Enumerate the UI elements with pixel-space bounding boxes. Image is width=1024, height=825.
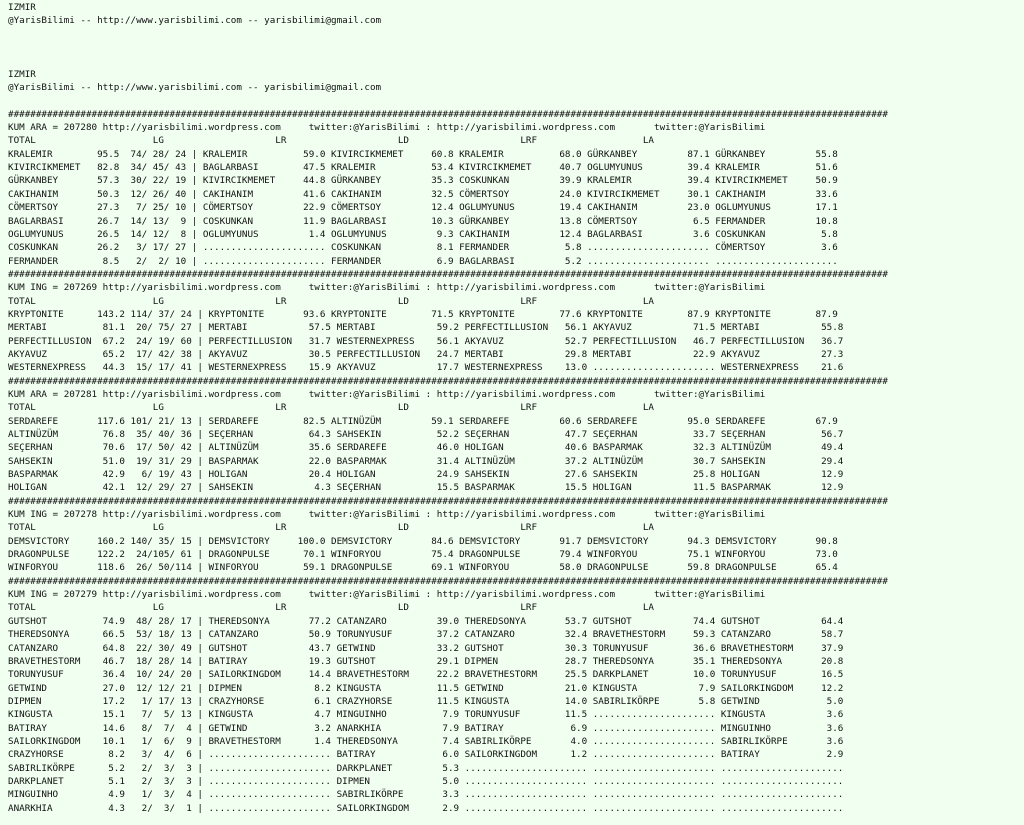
document-line: DEMSVICTORY 160.2 140/ 35/ 15 | DEMSVICTORY 100.0 DEMSVICTORY 84.6 DEMSVICTORY 91.7 DEMSVICTORY 94.3 DEMSVICTORY 90.8 bbox=[8, 535, 838, 547]
document-line: @YarisBilimi -- http://www.yarisbilimi.com -- yarisbilimi@gmail.com bbox=[8, 15, 382, 27]
document-line: KIVIRCIKMEMET 82.8 34/ 45/ 43 | BAGLARBASI 47.5 KRALEMIR 53.4 KIVIRCIKMEMET 40.7 OGLUMYUNUS 39.4 KRALEMIR 51.6 bbox=[8, 162, 838, 174]
document-line: TOTAL LG LR LD LRF LA bbox=[8, 522, 655, 534]
document-line bbox=[8, 94, 888, 107]
document-line: WINFORYOU 118.6 26/ 50/114 | WINFORYOU 59.1 DRAGONPULSE 69.1 WINFORYOU 58.0 DRAGONPULSE 59.8 DRAGONPULSE 65.4 bbox=[8, 562, 838, 574]
document-line: PERFECTILLUSION 67.2 24/ 19/ 60 | PERFECTILLUSION 31.7 WESTERNEXPRESS 56.1 AKYAVUZ 52.7 PERFECTILLUSION 46.7 PERFECTILLUSION 36.7 bbox=[8, 335, 844, 347]
document-line: BAGLARBASI 26.7 14/ 13/ 9 | COSKUNKAN 11.9 BAGLARBASI 10.3 GÜRKANBEY 13.8 CÖMERTSOY 6.5 FERMANDER 10.8 bbox=[8, 215, 838, 227]
document-line: BATIRAY 14.6 8/ 7/ 4 | GETWIND 3.2 ANARKHIA 7.9 BATIRAY 6.9 ...................... MINGUINHO 3.6 bbox=[8, 722, 844, 734]
document-line: SAILORKINGDOM 10.1 1/ 6/ 9 | BRAVETHESTORM 1.4 THEREDSONYA 7.4 SABIRLIKÖRPE 4.0 ...................... SABIRLIKÖRPE 3.6 bbox=[8, 735, 844, 747]
document-line: KUM ING = 207269 http://yarisbilimi.wordpress.com twitter:@YarisBilimi : http://yarisbilimi.wordpress.com twitter:@YarisBilimi bbox=[8, 282, 766, 294]
document-line: CÖMERTSOY 27.3 7/ 25/ 10 | CÖMERTSOY 22.9 CÖMERTSOY 12.4 OGLUMYUNUS 19.4 CAKIHANIM 23.0 OGLUMYUNUS 17.1 bbox=[8, 202, 838, 214]
document-line: SAHSEKIN 51.0 19/ 31/ 29 | BASPARMAK 22.0 BASPARMAK 31.4 ALTINÜZÜM 37.2 ALTINÜZÜM 30.7 SAHSEKIN 29.4 bbox=[8, 455, 844, 467]
document-line: GÜRKANBEY 57.3 30/ 22/ 19 | KIVIRCIKMEMET 44.8 GÜRKANBEY 35.3 COSKUNKAN 39.9 KRALEMIR 39.4 KIVIRCIKMEMET 50.9 bbox=[8, 175, 838, 187]
document-line: TOTAL LG LR LD LRF LA bbox=[8, 402, 655, 414]
document-line: SERDAREFE 117.6 101/ 21/ 13 | SERDAREFE 82.5 ALTINÜZÜM 59.1 SERDAREFE 60.6 SERDAREFE 95.0 SERDAREFE 67.9 bbox=[8, 415, 838, 427]
document-line: WESTERNEXPRESS 44.3 15/ 17/ 41 | WESTERNEXPRESS 15.9 AKYAVUZ 17.7 WESTERNEXPRESS 13.0 ...................... WESTERNEXPRESS 21.6 bbox=[8, 362, 844, 374]
document-line: @YarisBilimi -- http://www.yarisbilimi.com -- yarisbilimi@gmail.com bbox=[8, 82, 382, 94]
document-line: SABIRLIKÖRPE 5.2 2/ 3/ 3 | ...................... DARKPLANET 5.3 ...................... ...................... ...................... bbox=[8, 762, 844, 774]
document-line: DARKPLANET 5.1 2/ 3/ 3 | ...................... DIPMEN 5.0 ...................... ...................... ...................... bbox=[8, 775, 844, 787]
document-line: FERMANDER 8.5 2/ 2/ 10 | ...................... FERMANDER 6.9 BAGLARBASI 5.2 ...................... ...................... bbox=[8, 255, 838, 267]
document-line: THEREDSONYA 66.5 53/ 18/ 13 | CATANZARO 50.9 TORUNYUSUF 37.2 CATANZARO 32.4 BRAVETHESTORM 59.3 CATANZARO 58.7 bbox=[8, 629, 844, 641]
document-line: GETWIND 27.0 12/ 12/ 21 | DIPMEN 8.2 KINGUSTA 11.5 GETWIND 21.0 KINGUSTA 7.9 SAILORKINGDOM 12.2 bbox=[8, 682, 844, 694]
document-line: OGLUMYUNUS 26.5 14/ 12/ 8 | OGLUMYUNUS 1.4 OGLUMYUNUS 9.3 CAKIHANIM 12.4 BAGLARBASI 3.6 COSKUNKAN 5.8 bbox=[8, 228, 838, 240]
document-line: DRAGONPULSE 122.2 24/105/ 61 | DRAGONPULSE 70.1 WINFORYOU 75.4 DRAGONPULSE 79.4 WINFORYOU 75.1 WINFORYOU 73.0 bbox=[8, 549, 838, 561]
document-line: TOTAL LG LR LD LRF LA bbox=[8, 295, 655, 307]
document-line: MINGUINHO 4.9 1/ 3/ 4 | ...................... SABIRLIKÖRPE 3.3 ...................... ...................... ...................... bbox=[8, 789, 844, 801]
document-line: TORUNYUSUF 36.4 10/ 24/ 20 | SAILORKINGDOM 14.4 BRAVETHESTORM 22.2 BRAVETHESTORM 25.5 DARKPLANET 10.0 TORUNYUSUF 16.5 bbox=[8, 669, 844, 681]
document-line: COSKUNKAN 26.2 3/ 17/ 27 | ...................... COSKUNKAN 8.1 FERMANDER 5.8 ...................... CÖMERTSOY 3.6 bbox=[8, 242, 838, 254]
document-line: CAKIHANIM 50.3 12/ 26/ 40 | CAKIHANIM 41.6 CAKIHANIM 32.5 CÖMERTSOY 24.0 KIVIRCIKMEMET 30.1 CAKIHANIM 33.6 bbox=[8, 188, 838, 200]
document-line: IZMIR bbox=[8, 68, 36, 80]
results-document bbox=[8, 1, 888, 815]
document-line: TOTAL LG LR LD LRF LA bbox=[8, 602, 655, 614]
document-line: BRAVETHESTORM 46.7 18/ 28/ 14 | BATIRAY 19.3 GUTSHOT 29.1 DIPMEN 28.7 THEREDSONYA 35.1 THEREDSONYA 20.8 bbox=[8, 655, 844, 667]
document-line: KRYPTONITE 143.2 114/ 37/ 24 | KRYPTONITE 93.6 KRYPTONITE 71.5 KRYPTONITE 77.6 KRYPTONITE 87.9 KRYPTONITE 87.9 bbox=[8, 308, 838, 320]
document-line: KINGUSTA 15.1 7/ 5/ 13 | KINGUSTA 4.7 MINGUINHO 7.9 TORUNYUSUF 11.5 ...................... KINGUSTA 3.6 bbox=[8, 709, 844, 721]
document-line: ############################################################################################################################################################## bbox=[8, 268, 888, 280]
document-line: CRAZYHORSE 8.2 3/ 4/ 6 | ...................... BATIRAY 6.0 SAILORKINGDOM 1.2 ...................... BATIRAY 2.9 bbox=[8, 749, 844, 761]
document-line: KRALEMIR 95.5 74/ 28/ 24 | KRALEMIR 59.0 KIVIRCIKMEMET 60.8 KRALEMIR 68.0 GÜRKANBEY 87.1 GÜRKANBEY 55.8 bbox=[8, 148, 838, 160]
document-line bbox=[8, 54, 888, 67]
document-line: IZMIR bbox=[8, 2, 36, 13]
document-line: CATANZARO 64.8 22/ 30/ 49 | GUTSHOT 43.7 GETWIND 33.2 GUTSHOT 30.3 TORUNYUSUF 36.6 BRAVETHESTORM 37.9 bbox=[8, 642, 844, 654]
document-line: KUM ING = 207278 http://yarisbilimi.wordpress.com twitter:@YarisBilimi : http://yarisbilimi.wordpress.com twitter:@YarisBilimi bbox=[8, 509, 766, 521]
document-line: SEÇERHAN 70.6 17/ 50/ 42 | ALTINÜZÜM 35.6 SERDAREFE 46.0 HOLIGAN 40.6 BASPARMAK 32.3 ALTINÜZÜM 49.4 bbox=[8, 442, 844, 454]
document-line: BASPARMAK 42.9 6/ 19/ 43 | HOLIGAN 20.4 HOLIGAN 24.9 SAHSEKIN 27.6 SAHSEKIN 25.8 HOLIGAN 12.9 bbox=[8, 469, 844, 481]
document-line: AKYAVUZ 65.2 17/ 42/ 38 | AKYAVUZ 30.5 PERFECTILLUSION 24.7 MERTABI 29.8 MERTABI 22.9 AKYAVUZ 27.3 bbox=[8, 348, 844, 360]
document-line: ############################################################################################################################################################## bbox=[8, 108, 888, 120]
document-line: KUM ARA = 207280 http://yarisbilimi.wordpress.com twitter:@YarisBilimi : http://yarisbilimi.wordpress.com twitter:@YarisBilimi bbox=[8, 122, 766, 134]
document-line: KUM ING = 207279 http://yarisbilimi.wordpress.com twitter:@YarisBilimi : http://yarisbilimi.wordpress.com twitter:@YarisBilimi bbox=[8, 589, 766, 601]
document-line: TOTAL LG LR LD LRF LA bbox=[8, 135, 655, 147]
document-line: MERTABI 81.1 20/ 75/ 27 | MERTABI 57.5 MERTABI 59.2 PERFECTILLUSION 56.1 AKYAVUZ 71.5 MERTABI 55.8 bbox=[8, 322, 844, 334]
document-line: GUTSHOT 74.9 48/ 28/ 17 | THEREDSONYA 77.2 CATANZARO 39.0 THEREDSONYA 53.7 GUTSHOT 74.4 GUTSHOT 64.4 bbox=[8, 615, 844, 627]
document-line: HOLIGAN 42.1 12/ 29/ 27 | SAHSEKIN 4.3 SEÇERHAN 15.5 BASPARMAK 15.5 HOLIGAN 11.5 BASPARMAK 12.9 bbox=[8, 482, 844, 494]
document-line: DIPMEN 17.2 1/ 17/ 13 | CRAZYHORSE 6.1 CRAZYHORSE 11.5 KINGUSTA 14.0 SABIRLIKÖRPE 5.8 GETWIND 5.0 bbox=[8, 695, 844, 707]
document-line: ############################################################################################################################################################## bbox=[8, 375, 888, 387]
document-line: ALTINÜZÜM 76.8 35/ 40/ 36 | SEÇERHAN 64.3 SAHSEKIN 52.2 SEÇERHAN 47.7 SEÇERHAN 33.7 SEÇERHAN 56.7 bbox=[8, 429, 844, 440]
document-line: KUM ARA = 207281 http://yarisbilimi.wordpress.com twitter:@YarisBilimi : http://yarisbilimi.wordpress.com twitter:@YarisBilimi bbox=[8, 388, 766, 400]
document-line: ANARKHIA 4.3 2/ 3/ 1 | ...................... SAILORKINGDOM 2.9 ...................... ...................... ...................... bbox=[8, 802, 844, 814]
document-line bbox=[8, 28, 888, 41]
document-line: ############################################################################################################################################################## bbox=[8, 575, 888, 587]
document-line bbox=[8, 41, 888, 54]
document-line: ############################################################################################################################################################## bbox=[8, 495, 888, 507]
